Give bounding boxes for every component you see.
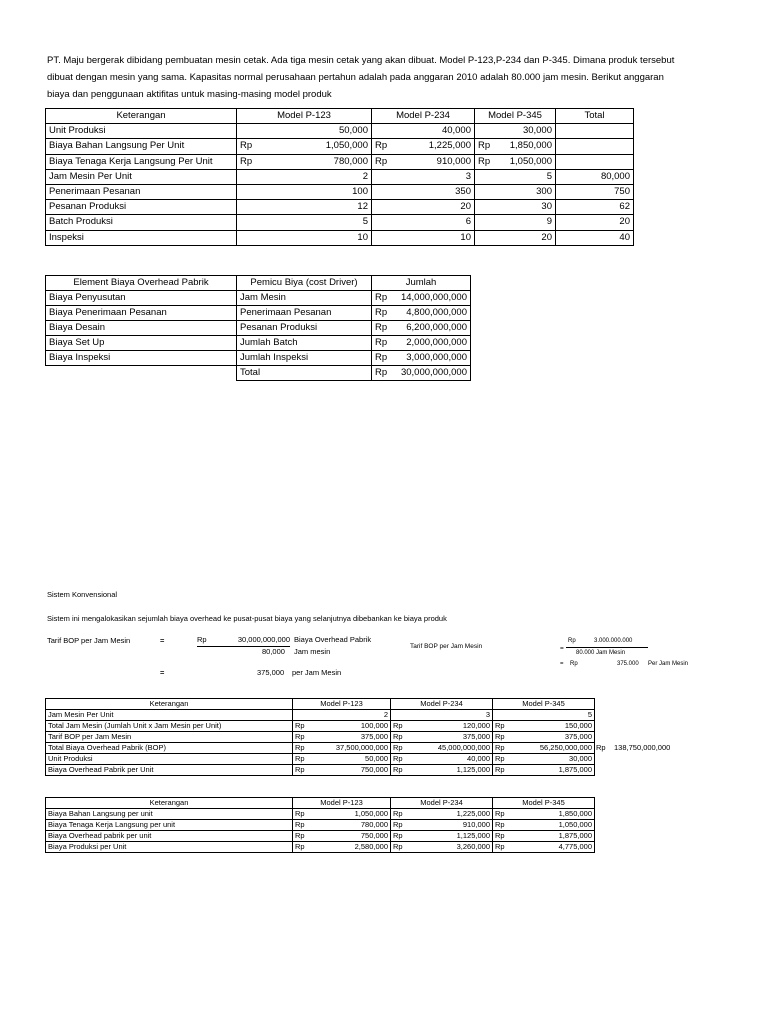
currency-cell: Rp bbox=[293, 754, 316, 765]
currency-cell: Rp bbox=[391, 809, 414, 820]
currency-cell: Rp bbox=[493, 809, 516, 820]
total-label: Total bbox=[237, 366, 372, 381]
currency-cell bbox=[237, 184, 263, 199]
currency-cell bbox=[475, 169, 501, 184]
row-label: Unit Produksi bbox=[46, 754, 293, 765]
value-cell: 37,500,000,000 bbox=[315, 743, 391, 754]
currency-cell: Rp bbox=[372, 291, 398, 306]
result-value: 375,000 bbox=[257, 668, 285, 677]
currency-cell bbox=[475, 200, 501, 215]
currency-cell: Rp bbox=[391, 820, 414, 831]
currency-cell: Rp bbox=[391, 754, 414, 765]
value-cell: 6 bbox=[397, 215, 475, 230]
currency-cell: Rp bbox=[293, 732, 316, 743]
value-cell: 20 bbox=[397, 200, 475, 215]
header-cell: Total bbox=[556, 109, 634, 124]
value-cell: 910,000 bbox=[397, 154, 475, 169]
currency-cell bbox=[372, 230, 398, 245]
alt-result: 375.000 bbox=[617, 661, 639, 667]
row-label: Biaya Overhead pabrik per unit bbox=[46, 831, 293, 842]
currency-cell: Rp bbox=[372, 306, 398, 321]
currency-cell bbox=[237, 169, 263, 184]
currency-cell: Rp bbox=[293, 831, 316, 842]
table-header-row bbox=[46, 109, 634, 124]
currency-cell: Rp bbox=[372, 336, 398, 351]
currency-cell: Rp bbox=[391, 831, 414, 842]
value-cell: 50,000 bbox=[262, 124, 372, 139]
intro-paragraph: PT. Maju bergerak dibidang pembuatan mesin cetak. Ada tiga mesin cetak yang akan dibuat. Model P-123,P-234 dan P-345. Dimana produk tersebut dibuat dengan mesin yang sama. Kapasitas normal perusahaan pertahun adalah pada anggaran 2010 adalah 80.000 jam mesin. Berikut anggaran biaya dan penggunaan aktifitas untuk masing-masing model produk bbox=[47, 55, 675, 100]
header-cell: Model P-234 bbox=[391, 699, 493, 710]
numerator-text: Biaya Overhead Pabrik bbox=[294, 635, 372, 644]
driver-cell: Penerimaan Pesanan bbox=[237, 306, 372, 321]
currency-cell: Rp bbox=[237, 154, 263, 169]
value-cell: 3 bbox=[397, 169, 475, 184]
total-cell: 62 bbox=[556, 200, 634, 215]
value-cell: 375,000 bbox=[315, 732, 391, 743]
currency-label: Rp bbox=[596, 743, 606, 752]
value-cell: 1,850,000 bbox=[500, 139, 556, 154]
value-cell: 780,000 bbox=[262, 154, 372, 169]
value-cell: 5 bbox=[515, 710, 595, 721]
value-cell: 780,000 bbox=[315, 820, 391, 831]
header-cell: Model P-123 bbox=[237, 109, 372, 124]
total-bop-value: 138,750,000,000 bbox=[614, 743, 671, 752]
currency-cell bbox=[237, 124, 263, 139]
table-row bbox=[46, 820, 595, 831]
currency-cell: Rp bbox=[493, 754, 516, 765]
currency-label: Rp bbox=[570, 661, 578, 667]
table-row bbox=[46, 809, 595, 820]
value-cell: 20 bbox=[500, 230, 556, 245]
currency-cell: Rp bbox=[372, 321, 398, 336]
value-cell: 30,000 bbox=[500, 124, 556, 139]
value-cell: 100 bbox=[262, 184, 372, 199]
section-heading: Sistem Konvensional bbox=[47, 590, 118, 599]
currency-cell: Rp bbox=[372, 351, 398, 366]
currency-cell bbox=[372, 200, 398, 215]
table-row bbox=[46, 732, 595, 743]
row-label: Biaya Bahan Langsung per unit bbox=[46, 809, 293, 820]
currency-cell: Rp bbox=[293, 842, 316, 853]
currency-cell: Rp bbox=[237, 139, 263, 154]
currency-cell bbox=[372, 184, 398, 199]
header-cell: Model P-123 bbox=[293, 699, 391, 710]
driver-cell: Jam Mesin bbox=[237, 291, 372, 306]
value-cell: 2 bbox=[262, 169, 372, 184]
driver-cell: Pesanan Produksi bbox=[237, 321, 372, 336]
currency-cell: Rp bbox=[391, 765, 414, 776]
alt-numerator-value: 3.000.000.000 bbox=[594, 638, 633, 644]
value-cell: 56,250,000,000 bbox=[515, 743, 595, 754]
value-cell: 1,050,000 bbox=[500, 154, 556, 169]
section-description: Sistem ini mengalokasikan sejumlah biaya overhead ke pusat-pusat biaya yang selanjutnya dibebankan ke biaya produk bbox=[47, 614, 447, 623]
currency-cell bbox=[372, 124, 398, 139]
table-row bbox=[46, 306, 471, 321]
value-cell: 5 bbox=[262, 215, 372, 230]
row-label: Biaya Overhead Pabrik per Unit bbox=[46, 765, 293, 776]
row-label: Biaya Tenaga Kerja Langsung per unit bbox=[46, 820, 293, 831]
table-row bbox=[46, 230, 634, 245]
currency-cell: Rp bbox=[391, 721, 414, 732]
driver-cell: Jumlah Inspeksi bbox=[237, 351, 372, 366]
currency-cell bbox=[372, 169, 398, 184]
element-cell: Biaya Desain bbox=[46, 321, 237, 336]
alt-numerator bbox=[566, 638, 648, 648]
table-row bbox=[46, 169, 634, 184]
currency-cell: Rp bbox=[493, 721, 516, 732]
value-cell: 50,000 bbox=[315, 754, 391, 765]
currency-cell: Rp bbox=[493, 820, 516, 831]
currency-cell bbox=[372, 215, 398, 230]
tarif-label: Tarif BOP per Jam Mesin bbox=[47, 636, 131, 645]
amount-cell: 14,000,000,000 bbox=[397, 291, 471, 306]
total-cell: 40 bbox=[556, 230, 634, 245]
table-row bbox=[46, 291, 471, 306]
total-cell bbox=[556, 124, 634, 139]
element-cell: Biaya Penyusutan bbox=[46, 291, 237, 306]
numerator-line bbox=[197, 635, 290, 647]
table-row bbox=[46, 842, 595, 853]
element-cell: Biaya Inspeksi bbox=[46, 351, 237, 366]
table-row bbox=[46, 351, 471, 366]
element-cell: Biaya Penerimaan Pesanan bbox=[46, 306, 237, 321]
currency-cell: Rp bbox=[372, 154, 398, 169]
value-cell: 1,125,000 bbox=[413, 831, 493, 842]
numerator-value: 30,000,000,000 bbox=[237, 635, 290, 644]
value-cell: 300 bbox=[500, 184, 556, 199]
header-cell: Keterangan bbox=[46, 109, 237, 124]
value-cell: 30 bbox=[500, 200, 556, 215]
denominator-text: Jam mesin bbox=[294, 647, 331, 656]
row-label: Pesanan Produksi bbox=[46, 200, 237, 215]
header-cell: Model P-345 bbox=[493, 798, 595, 809]
equals-sign: = bbox=[160, 636, 165, 645]
value-cell: 150,000 bbox=[515, 721, 595, 732]
row-label: Jam Mesin Per Unit bbox=[46, 710, 293, 721]
value-cell: 120,000 bbox=[413, 721, 493, 732]
currency-cell: Rp bbox=[475, 154, 501, 169]
header-cell: Jumlah bbox=[372, 276, 471, 291]
value-cell: 4,775,000 bbox=[515, 842, 595, 853]
header-cell: Model P-123 bbox=[293, 798, 391, 809]
currency-cell bbox=[475, 215, 501, 230]
currency-cell: Rp bbox=[475, 139, 501, 154]
amount-cell: 4,800,000,000 bbox=[397, 306, 471, 321]
currency-cell: Rp bbox=[293, 765, 316, 776]
value-cell: 1,050,000 bbox=[315, 809, 391, 820]
value-cell: 375,000 bbox=[515, 732, 595, 743]
row-label: Biaya Bahan Langsung Per Unit bbox=[46, 139, 237, 154]
table-row bbox=[46, 831, 595, 842]
value-cell: 12 bbox=[262, 200, 372, 215]
table-row bbox=[46, 215, 634, 230]
value-cell: 375,000 bbox=[413, 732, 493, 743]
currency-cell bbox=[237, 215, 263, 230]
equals-sign: = bbox=[160, 668, 165, 677]
value-cell: 3,260,000 bbox=[413, 842, 493, 853]
currency-cell bbox=[391, 710, 414, 721]
amount-cell: 3,000,000,000 bbox=[397, 351, 471, 366]
table-row bbox=[46, 743, 595, 754]
table-row bbox=[46, 721, 595, 732]
equals-sign: = bbox=[560, 645, 564, 652]
header-cell: Model P-234 bbox=[372, 109, 475, 124]
currency-cell: Rp bbox=[493, 732, 516, 743]
row-label: Tarif BOP per Jam Mesin bbox=[46, 732, 293, 743]
currency-cell bbox=[237, 230, 263, 245]
value-cell: 100,000 bbox=[315, 721, 391, 732]
table-row bbox=[46, 139, 634, 154]
value-cell: 1,125,000 bbox=[413, 765, 493, 776]
equals-sign: = bbox=[560, 661, 564, 667]
empty-cell bbox=[46, 366, 237, 381]
amount-cell: 6,200,000,000 bbox=[397, 321, 471, 336]
value-cell: 40,000 bbox=[397, 124, 475, 139]
table-row bbox=[46, 765, 595, 776]
currency-cell: Rp bbox=[391, 732, 414, 743]
value-cell: 3 bbox=[413, 710, 493, 721]
value-cell: 910,000 bbox=[413, 820, 493, 831]
element-cell: Biaya Set Up bbox=[46, 336, 237, 351]
value-cell: 2,580,000 bbox=[315, 842, 391, 853]
value-cell: 2 bbox=[315, 710, 391, 721]
row-label: Total Biaya Overhead Pabrik (BOP) bbox=[46, 743, 293, 754]
value-cell: 750,000 bbox=[315, 831, 391, 842]
currency-cell bbox=[293, 710, 316, 721]
row-label: Biaya Produksi per Unit bbox=[46, 842, 293, 853]
value-cell: 1,225,000 bbox=[397, 139, 475, 154]
total-cell bbox=[556, 139, 634, 154]
table-row bbox=[46, 200, 634, 215]
row-label: Penerimaan Pesanan bbox=[46, 184, 237, 199]
table-row bbox=[46, 754, 595, 765]
total-amount: 30,000,000,000 bbox=[397, 366, 471, 381]
header-cell: Pemicu Biya (cost Driver) bbox=[237, 276, 372, 291]
value-cell: 9 bbox=[500, 215, 556, 230]
row-label: Biaya Tenaga Kerja Langsung Per Unit bbox=[46, 154, 237, 169]
value-cell: 10 bbox=[397, 230, 475, 245]
currency-cell bbox=[475, 124, 501, 139]
value-cell: 1,850,000 bbox=[515, 809, 595, 820]
currency-cell bbox=[237, 200, 263, 215]
denominator-value: 80,000 bbox=[262, 647, 285, 656]
header-cell: Keterangan bbox=[46, 798, 293, 809]
table-row bbox=[46, 336, 471, 351]
currency-cell: Rp bbox=[493, 743, 516, 754]
value-cell: 1,225,000 bbox=[413, 809, 493, 820]
header-cell: Element Biaya Overhead Pabrik bbox=[46, 276, 237, 291]
currency-label: Rp bbox=[568, 638, 576, 644]
currency-cell bbox=[475, 230, 501, 245]
value-cell: 1,050,000 bbox=[515, 820, 595, 831]
production-cost-table bbox=[45, 797, 595, 853]
row-label: Batch Produksi bbox=[46, 215, 237, 230]
value-cell: 1,875,000 bbox=[515, 831, 595, 842]
currency-cell: Rp bbox=[493, 765, 516, 776]
header-cell: Model P-234 bbox=[391, 798, 493, 809]
currency-cell bbox=[475, 184, 501, 199]
table-row bbox=[46, 710, 595, 721]
row-label: Jam Mesin Per Unit bbox=[46, 169, 237, 184]
table-row bbox=[46, 321, 471, 336]
alt-denominator: 80.000 Jam Mesin bbox=[576, 650, 626, 656]
currency-cell: Rp bbox=[391, 842, 414, 853]
header-cell: Keterangan bbox=[46, 699, 293, 710]
value-cell: 1,050,000 bbox=[262, 139, 372, 154]
table-header-row bbox=[46, 798, 595, 809]
total-cell: 80,000 bbox=[556, 169, 634, 184]
table-row bbox=[46, 124, 634, 139]
alt-result-text: Per Jam Mesin bbox=[648, 661, 689, 667]
table-row bbox=[46, 154, 634, 169]
value-cell: 10 bbox=[262, 230, 372, 245]
currency-cell: Rp bbox=[293, 809, 316, 820]
amount-cell: 2,000,000,000 bbox=[397, 336, 471, 351]
value-cell: 1,875,000 bbox=[515, 765, 595, 776]
budget-table bbox=[45, 108, 634, 246]
alt-tarif-label: Tarif BOP per Jam Mesin bbox=[410, 643, 483, 650]
value-cell: 40,000 bbox=[413, 754, 493, 765]
currency-cell: Rp bbox=[293, 721, 316, 732]
total-cell: 20 bbox=[556, 215, 634, 230]
value-cell: 45,000,000,000 bbox=[413, 743, 493, 754]
table-header-row bbox=[46, 276, 471, 291]
table-row bbox=[46, 184, 634, 199]
bop-allocation-table bbox=[45, 698, 595, 776]
row-label: Inspeksi bbox=[46, 230, 237, 245]
row-label: Unit Produksi bbox=[46, 124, 237, 139]
header-cell: Model P-345 bbox=[475, 109, 556, 124]
currency-cell: Rp bbox=[372, 366, 398, 381]
value-cell: 5 bbox=[500, 169, 556, 184]
currency-cell: Rp bbox=[293, 820, 316, 831]
row-label: Total Jam Mesin (Jumlah Unit x Jam Mesin per Unit) bbox=[46, 721, 293, 732]
currency-cell: Rp bbox=[493, 831, 516, 842]
overhead-element-table bbox=[45, 275, 471, 381]
result-text: per Jam Mesin bbox=[292, 668, 342, 677]
header-cell: Model P-345 bbox=[493, 699, 595, 710]
currency-cell: Rp bbox=[372, 139, 398, 154]
value-cell: 30,000 bbox=[515, 754, 595, 765]
currency-cell bbox=[493, 710, 516, 721]
total-row bbox=[46, 366, 471, 381]
currency-cell: Rp bbox=[493, 842, 516, 853]
driver-cell: Jumlah Batch bbox=[237, 336, 372, 351]
currency-cell: Rp bbox=[391, 743, 414, 754]
value-cell: 750,000 bbox=[315, 765, 391, 776]
currency-label: Rp bbox=[197, 635, 207, 644]
total-cell bbox=[556, 154, 634, 169]
currency-cell: Rp bbox=[293, 743, 316, 754]
value-cell: 350 bbox=[397, 184, 475, 199]
total-cell: 750 bbox=[556, 184, 634, 199]
table-header-row bbox=[46, 699, 595, 710]
